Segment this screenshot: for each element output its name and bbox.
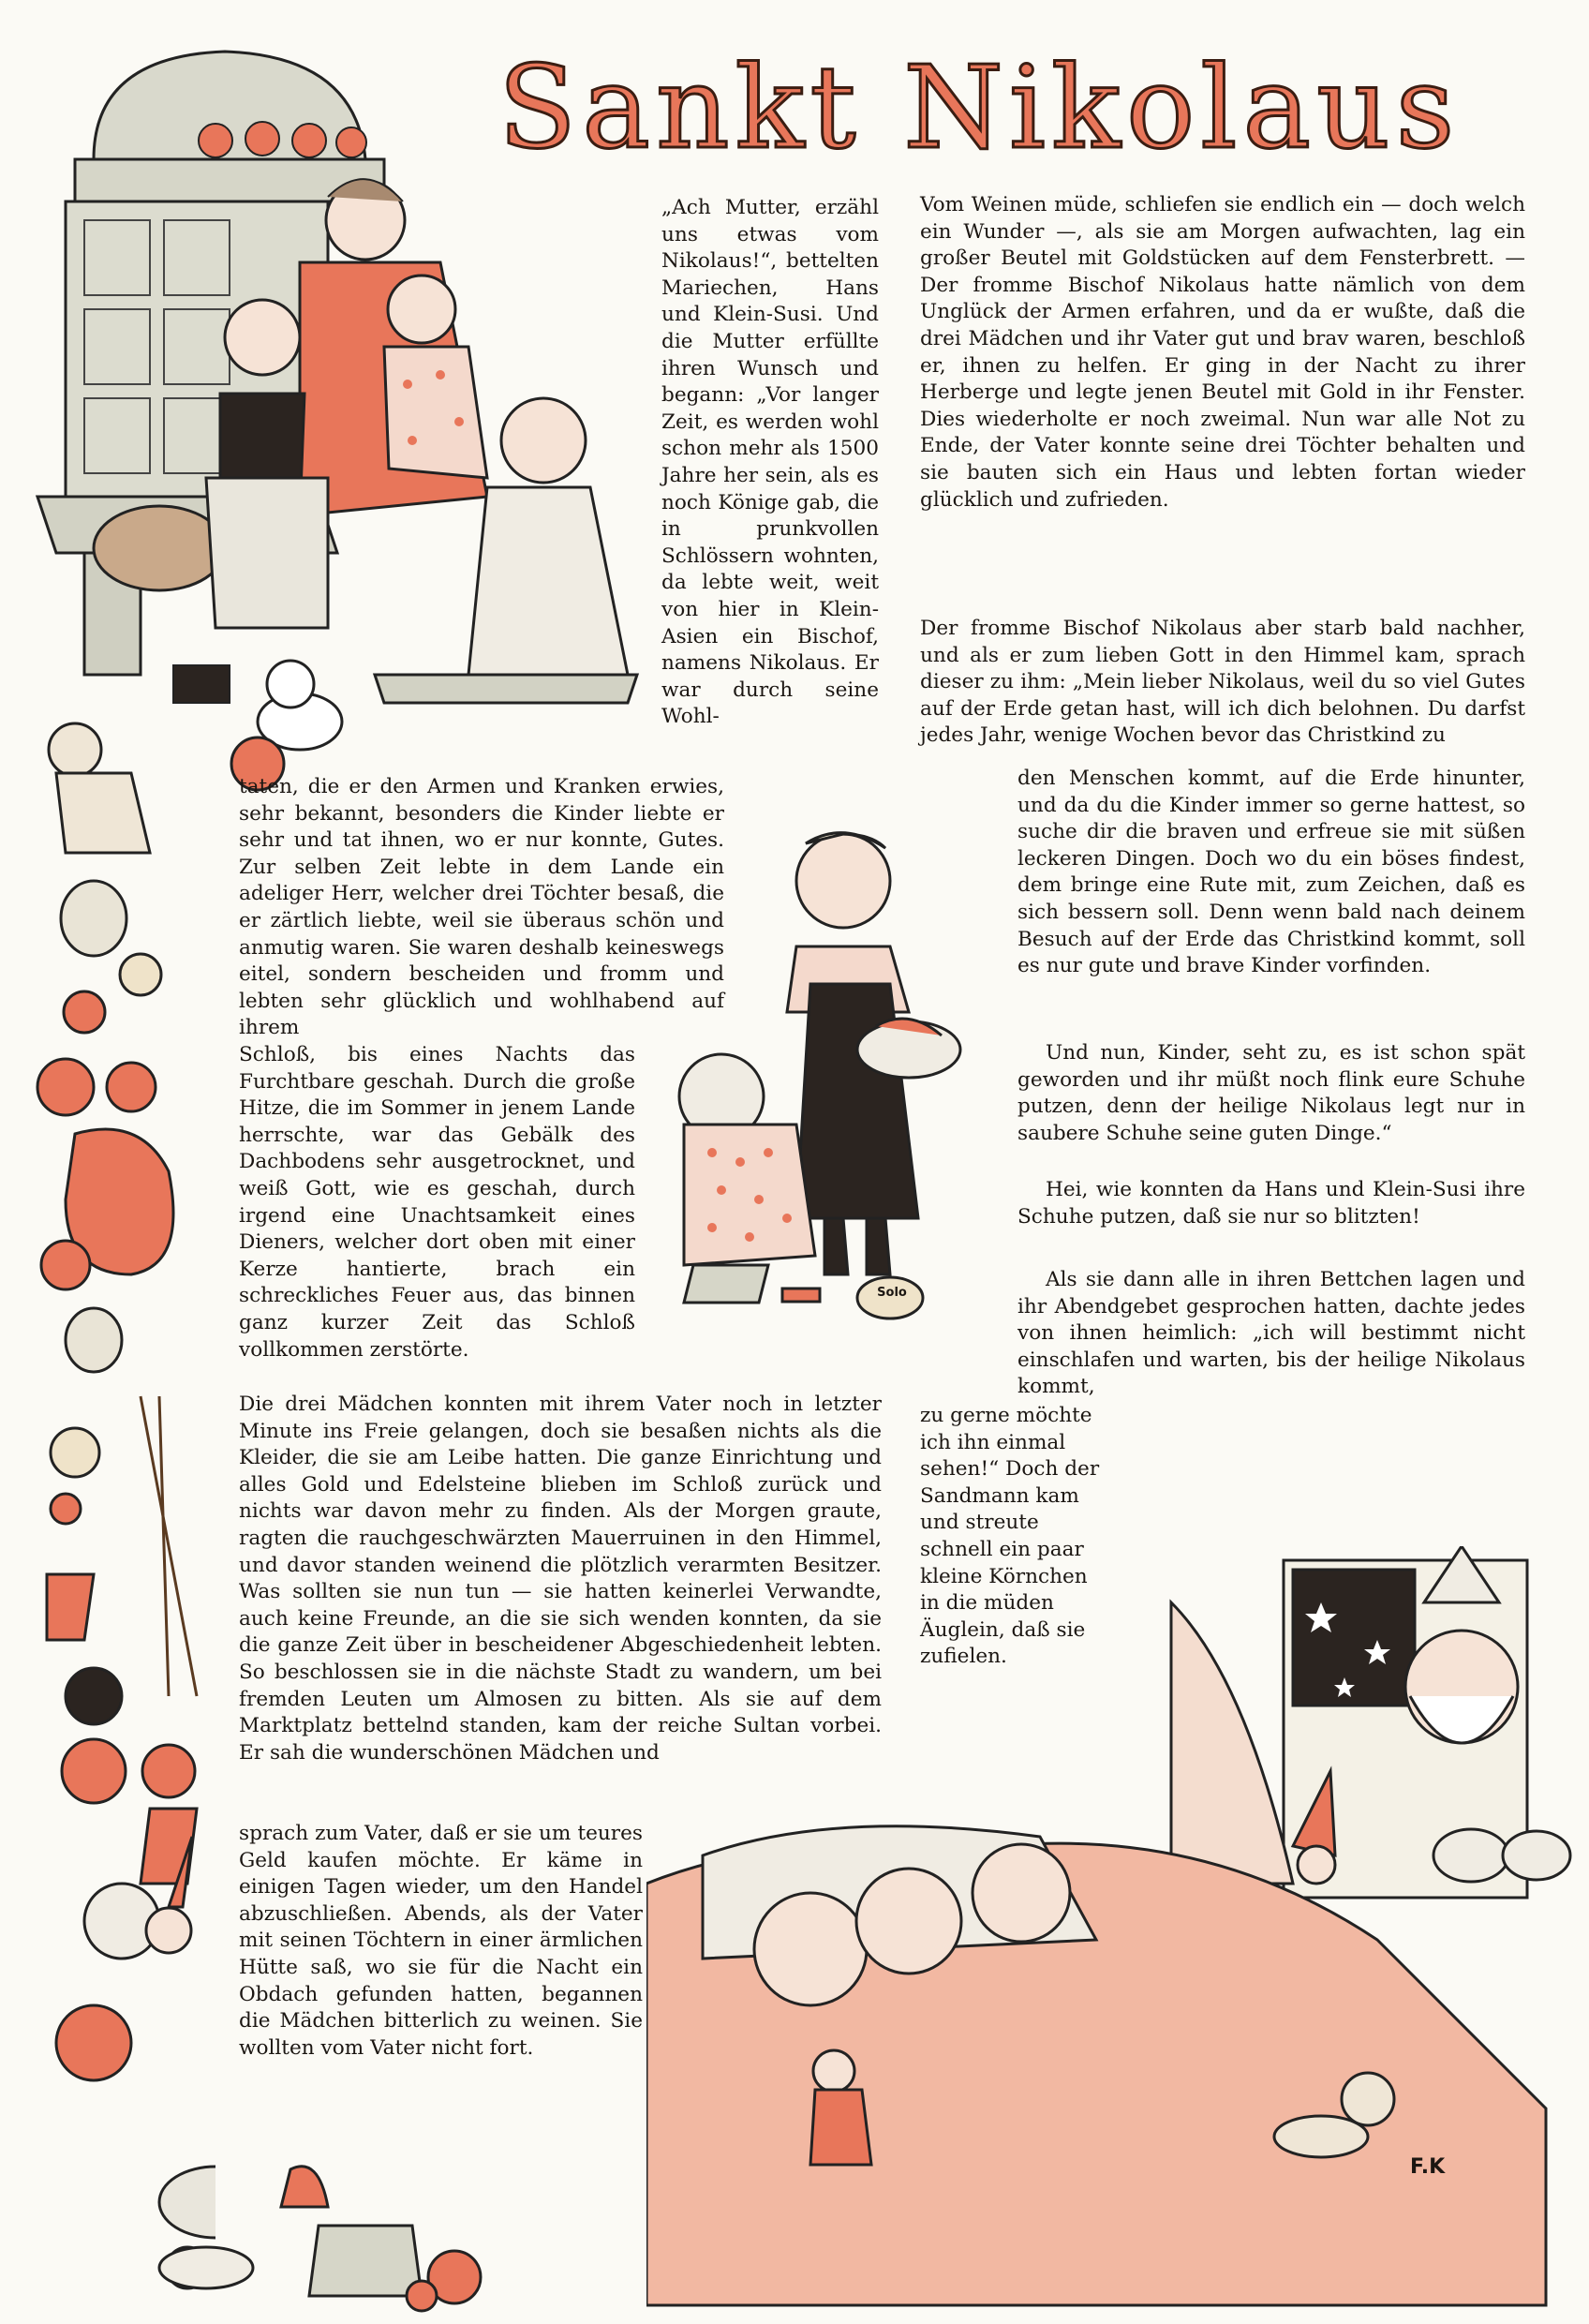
right-column-paragraph-7: zu gerne möchte ich ihn einmal sehen!“ Doch der Sandmann kam und streute schnell ein paar kleine Körnchen in die müden Äuglein, daß sie zufielen.: [920, 1404, 1100, 1669]
right-column-paragraph-3: den Menschen kommt, auf die Erde hinunter, und da du die Kinder immer so gerne hattest, so suche dir die braven und erfreue sie mit süßen leckeren Dingen. Doch wo du ein böses findest, dem bringe eine Rute mit, zum Zeichen, daß es sich bessern soll. Denn wenn bald nach deinem Besuch auf der Erde das Christkind kommt, soll es nur gute und brave Kinder vorfinden.: [1017, 767, 1525, 978]
left-column-paragraph-4: Die drei Mädchen konnten mit ihrem Vater noch in letzter Minute ins Freie gelangen, doch sie besaßen nichts als die Kleider, die sie am Leibe hatten. Die ganze Einrichtung und alles Gold und Edelsteine blieben im Schloß zurück und nichts war davon mehr zu finden. Als der Morgen graute, ragten die rauchgeschwärzten Mauerruinen in den Himmel, und davor standen weinend die plötzlich verarmten Besitzer. Was sollten sie nun tun — sie hatten keinerlei Verwandte, auch keine Freunde, an die sie sich wenden konnten, da sie die ganze Zeit über in bescheidener Abgeschiedenheit lebten. So beschlossen sie in die nächste Stadt zu wandern, um bei fremden Leuten um Almosen zu bitten. Als sie auf dem Marktplatz bettelnd standen, kam der reiche Sultan vorbei. Er sah die wunderschönen Mädchen und: [239, 1393, 882, 1765]
left-column-intro-paragraph: „Ach Mutter, erzähl uns etwas vom Nikolaus!“, bettelten Mariechen, Hans und Klein-Susi. Und die Mutter erfüllte ihren Wunsch und begann: „Vor langer Zeit, es werden wohl schon mehr als 1500 Jahre her sein, als es noch Könige gab, die in prunkvollen Schlössern wohnten, da lebte weit, weit von hier in Klein-Asien ein Bischof, namens Nikolaus. Er war durch seine Wohl-: [661, 196, 879, 729]
shoe-polish-tin-label: Solo: [877, 1286, 907, 1300]
left-column-paragraph-3: Schloß, bis eines Nachts das Furchtbare geschah. Durch die große Hitze, die im Sommer in jenem Lande herrschte, war das Gebälk des Dachbodens sehr ausgetrocknet, und weiß Gott, wie es geschah, durch irgend eine Unachtsamkeit eines Dieners, welcher dort oben mit einer Kerze hantierte, brach ein schreckliches Feuer aus, das binnen ganz kurzer Zeit das Schloß vollkommen zerstörte.: [239, 1043, 635, 1362]
right-column-paragraph-6: Als sie dann alle in ihren Bettchen lagen und ihr Abendgebet gesprochen hatten, dachte jedes von ihnen heimlich: „ich will bestimmt nicht einschlafen und warten, bis der heilige Nikolaus kommt,: [1017, 1268, 1525, 1399]
left-border-decorations-illustration: [28, 872, 215, 2315]
artist-signature: F.K: [1410, 2155, 1446, 2179]
right-column-paragraph-2: Der fromme Bischof Nikolaus aber starb bald nachher, und als er zum lieben Gott in den Himmel kam, sprach dieser zu ihm: „Mein lieber Nikolaus, weil du so viel Gutes auf der Erde getan hast, will ich dich belohnen. Du darfst jedes Jahr, wenige Wochen bevor das Christkind zu: [920, 617, 1525, 748]
right-column-paragraph-5: Hei, wie konnten da Hans und Klein-Susi ihre Schuhe putzen, daß sie nur so blitzten!: [1017, 1178, 1525, 1229]
left-column-paragraph-5: sprach zum Vater, daß er sie um teures Geld kaufen möchte. Er käme in einigen Tagen wieder, um den Handel abzuschließen. Abends, als der Vater mit seinen Töchtern in einer ärmlichen Hütte saß, wo sie für die Nacht ein Obdach gefunden hatten, begannen die Mädchen bitterlich zu weinen. Sie wollten vom Vater nicht fort.: [239, 1822, 643, 2060]
right-column-paragraph-1: Vom Weinen müde, schliefen sie endlich ein — doch welch ein Wunder —, als sie am Morgen aufwachten, lag ein großer Beutel mit Goldstücken auf dem Fensterbrett. — Der fromme Bischof Nikolaus hatte nämlich von dem Unglück der Armen erfahren, und da er wußte, daß die drei Mädchen und ihr Vater gut und brav waren, beschloß er, ihnen zu helfen. Er ging in der Nacht zu ihrer Herberge und legte jenen Beutel mit Gold in ihr Fenster. Dies wiederholte er noch zweimal. Nun war alle Not zu Ende, der Vater konnte seine drei Töchter behalten und sie bauten sich ein Haus und lebten fortan wieder glücklich und zufrieden.: [920, 193, 1525, 512]
page-title: Sankt Nikolaus: [497, 41, 1461, 174]
mother-children-stove-illustration: [19, 28, 665, 872]
right-column-paragraph-4: Und nun, Kinder, seht zu, es ist schon spät geworden und ihr müßt noch flink eure Schuhe putzen, denn der heilige Nikolaus legt nur in saubere Schuhe seine guten Dinge.“: [1017, 1041, 1525, 1145]
shoes-and-dwarf-bottom-left-illustration: [141, 2155, 497, 2315]
left-column-paragraph-2: taten, die er den Armen und Kranken erwies, sehr bekannt, besonders die Kinder liebte er sehr und tat ihnen, wo er nur konnte, Gutes. Zur selben Zeit lebte in dem Lande ein adeliger Herr, welcher drei Töchter besaß, die er zärtlich liebte, weil sie überaus schön und anmutig waren. Sie waren deshalb keineswegs eitel, sondern bescheiden und fromm und lebten sehr glücklich und wohlhabend auf ihrem: [239, 775, 724, 1040]
